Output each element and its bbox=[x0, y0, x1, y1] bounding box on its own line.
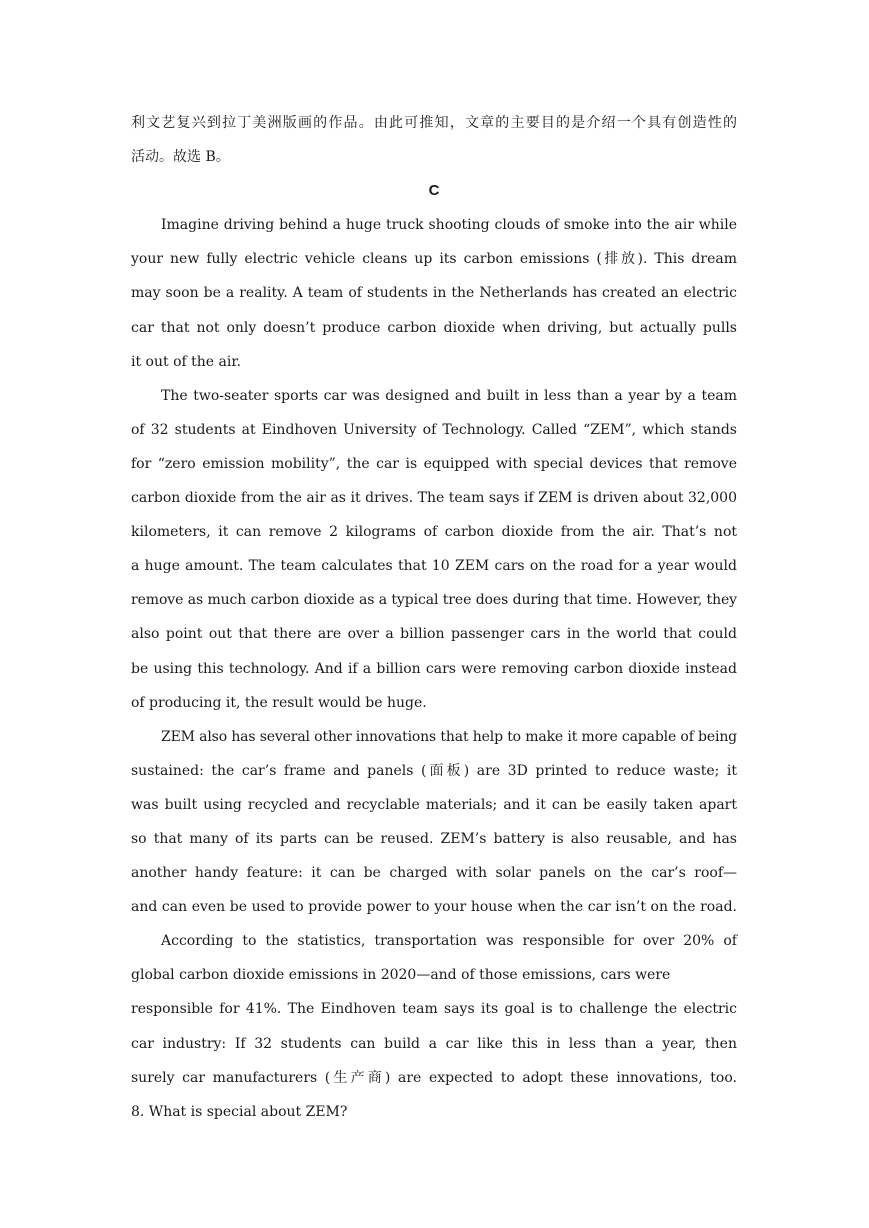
paragraph-line: of producing it, the result would be huge. bbox=[131, 694, 427, 711]
paragraph-line: carbon dioxide from the air as it drives. The team says if ZEM is driven about 32,000 bbox=[131, 490, 737, 507]
paragraph-line: so that many of its parts can be reused. ZEM’s battery is also reusable, and has bbox=[131, 830, 737, 847]
passage-paragraph bbox=[131, 379, 737, 720]
paragraph-line: was built using recycled and recyclable materials; and it can be easily taken apart bbox=[131, 796, 737, 813]
paragraph-line: global carbon dioxide emissions in 2020—and of those emissions, cars were bbox=[131, 967, 671, 984]
paragraph-line: for “zero emission mobility”, the car is equipped with special devices that remove bbox=[131, 455, 737, 472]
paragraph-line: also point out that there are over a billion passenger cars in the world that could bbox=[131, 626, 737, 643]
answer-explanation-line: 活动。故选 B。 bbox=[131, 149, 230, 166]
passage-paragraph bbox=[131, 208, 737, 378]
paragraph-line: be using this technology. And if a billion cars were removing carbon dioxide instead bbox=[131, 660, 737, 677]
question-text: 8. What is special about ZEM? bbox=[131, 1103, 348, 1120]
paragraph-line: your new fully electric vehicle cleans up its carbon emissions (排放). This dream bbox=[131, 251, 737, 268]
paragraph-line: The two-seater sports car was designed and built in less than a year by a team bbox=[161, 387, 737, 404]
paragraph-line: car that not only doesn’t produce carbon dioxide when driving, but actually pulls bbox=[131, 319, 737, 336]
paragraph-line: of 32 students at Eindhoven University of Technology. Called “ZEM”, which stands bbox=[131, 421, 737, 438]
section-heading: C bbox=[428, 182, 440, 200]
paragraph-line: a huge amount. The team calculates that 10 ZEM cars on the road for a year would bbox=[131, 558, 737, 575]
paragraph-line: kilometers, it can remove 2 kilograms of carbon dioxide from the air. That’s not bbox=[131, 524, 737, 541]
paragraph-line: Imagine driving behind a huge truck shooting clouds of smoke into the air while bbox=[161, 217, 737, 234]
paragraph-line: ZEM also has several other innovations that help to make it more capable of being bbox=[161, 728, 737, 745]
paragraph-line: another handy feature: it can be charged with solar panels on the car’s roof— bbox=[131, 865, 737, 882]
paragraph-line: remove as much carbon dioxide as a typical tree does during that time. However, they bbox=[131, 592, 737, 609]
paragraph-line: According to the statistics, transportation was responsible for over 20% of bbox=[161, 933, 737, 950]
passage-paragraph bbox=[131, 720, 737, 925]
paragraph-line: car industry: If 32 students can build a car like this in less than a year, then bbox=[131, 1035, 737, 1052]
answer-explanation-line: 利文艺复兴到拉丁美洲版画的作品。由此可推知，文章的主要目的是介绍一个具有创造性的 bbox=[131, 115, 737, 131]
paragraph-line: it out of the air. bbox=[131, 353, 241, 370]
passage-paragraph bbox=[131, 924, 737, 1094]
paragraph-line: and can even be used to provide power to your house when the car isn’t on the road. bbox=[131, 899, 737, 916]
paragraph-line: may soon be a reality. A team of students in the Netherlands has created an electric bbox=[131, 285, 737, 302]
paragraph-line: responsible for 41%. The Eindhoven team says its goal is to challenge the electric bbox=[131, 1001, 737, 1018]
document-page bbox=[131, 106, 737, 1129]
paragraph-line: sustained: the car’s frame and panels (面板) are 3D printed to reduce waste; it bbox=[131, 762, 737, 779]
paragraph-line: surely car manufacturers (生产商) are expected to adopt these innovations, too. bbox=[131, 1069, 737, 1086]
